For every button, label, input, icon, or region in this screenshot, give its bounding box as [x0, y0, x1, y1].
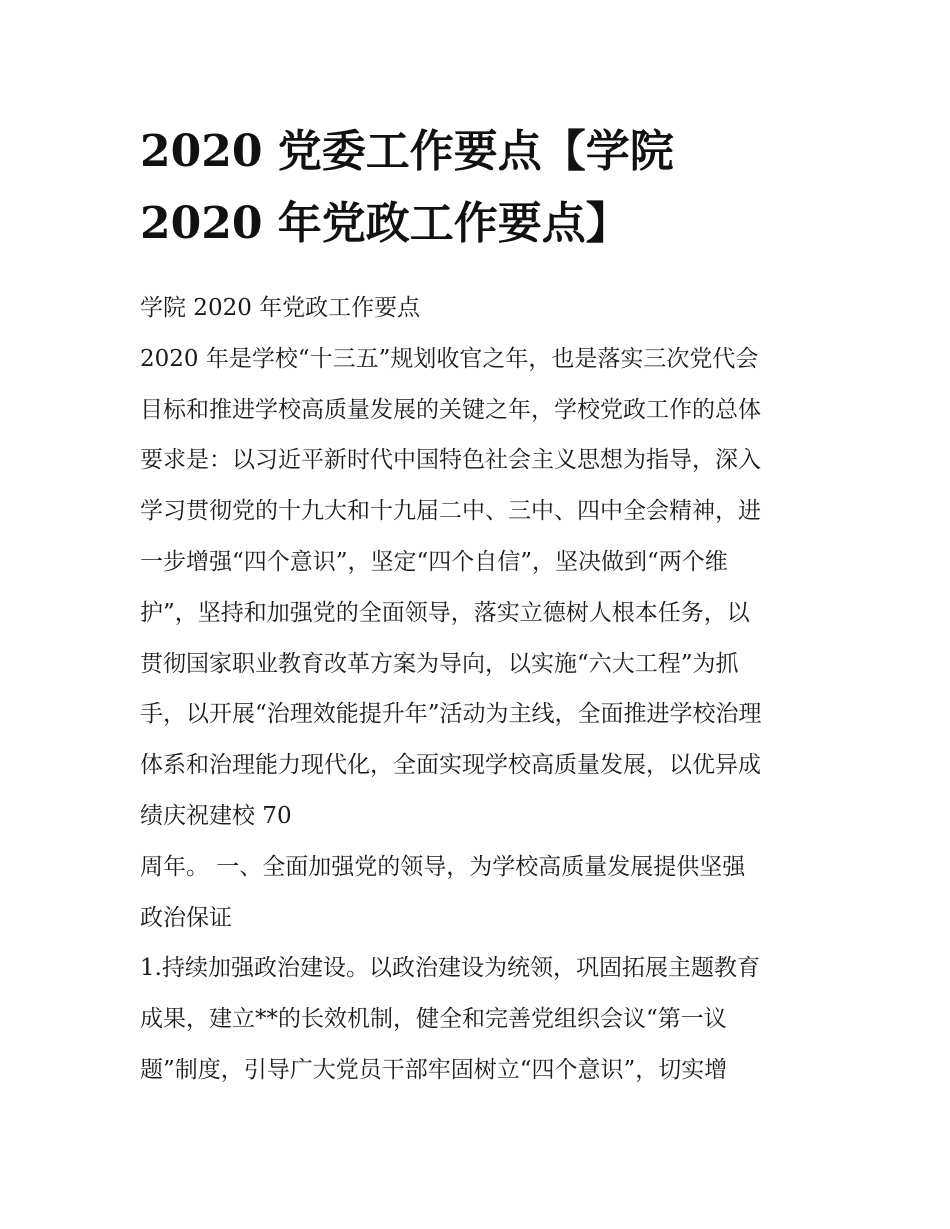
paragraph-line: 成果，建立**的长效机制，健全和完善党组织会议“第一议 — [140, 1006, 727, 1033]
paragraph-line: 体系和治理能力现代化，全面实现学校高质量发展，以优异成 — [140, 752, 761, 779]
section-heading-line: 周年。 一、全面加强党的领导，为学校高质量发展提供坚强 — [140, 853, 746, 880]
document-title — [140, 116, 840, 260]
paragraph-line: 目标和推进学校高质量发展的关键之年，学校党政工作的总体 — [140, 396, 761, 423]
subtitle-line: 学院 2020 年党政工作要点 — [140, 295, 421, 321]
paragraph-line: 2020 年是学校“十三五”规划收官之年，也是落实三次党代会 — [140, 345, 759, 372]
document-body — [140, 283, 830, 1096]
title-line-1: 2020 党委工作要点【学院 — [140, 126, 674, 177]
paragraph-line: 护”，坚持和加强党的全面领导，落实立德树人根本任务，以 — [140, 599, 750, 626]
paragraph-line: 1.持续加强政治建设。以政治建设为统领，巩固拓展主题教育 — [140, 955, 760, 982]
section-heading-line: 政治保证 — [140, 904, 232, 931]
paragraph-line: 一步增强“四个意识”，坚定“四个自信”，坚决做到“两个维 — [140, 548, 728, 575]
paragraph-line: 手，以开展“治理效能提升年”活动为主线，全面推进学校治理 — [140, 701, 762, 728]
title-line-2: 2020 年党政工作要点】 — [140, 198, 630, 249]
paragraph-line: 要求是：以习近平新时代中国特色社会主义思想为指导，深入 — [140, 447, 761, 474]
paragraph-line: 学习贯彻党的十九大和十九届二中、三中、四中全会精神，进 — [140, 498, 761, 525]
paragraph-line: 题”制度，引导广大党员干部牢固树立“四个意识”，切实增 — [140, 1056, 728, 1083]
paragraph-line: 绩庆祝建校 70 — [140, 802, 292, 829]
paragraph-line: 贯彻国家职业教育改革方案为导向，以实施“六大工程”为抓 — [140, 650, 739, 677]
